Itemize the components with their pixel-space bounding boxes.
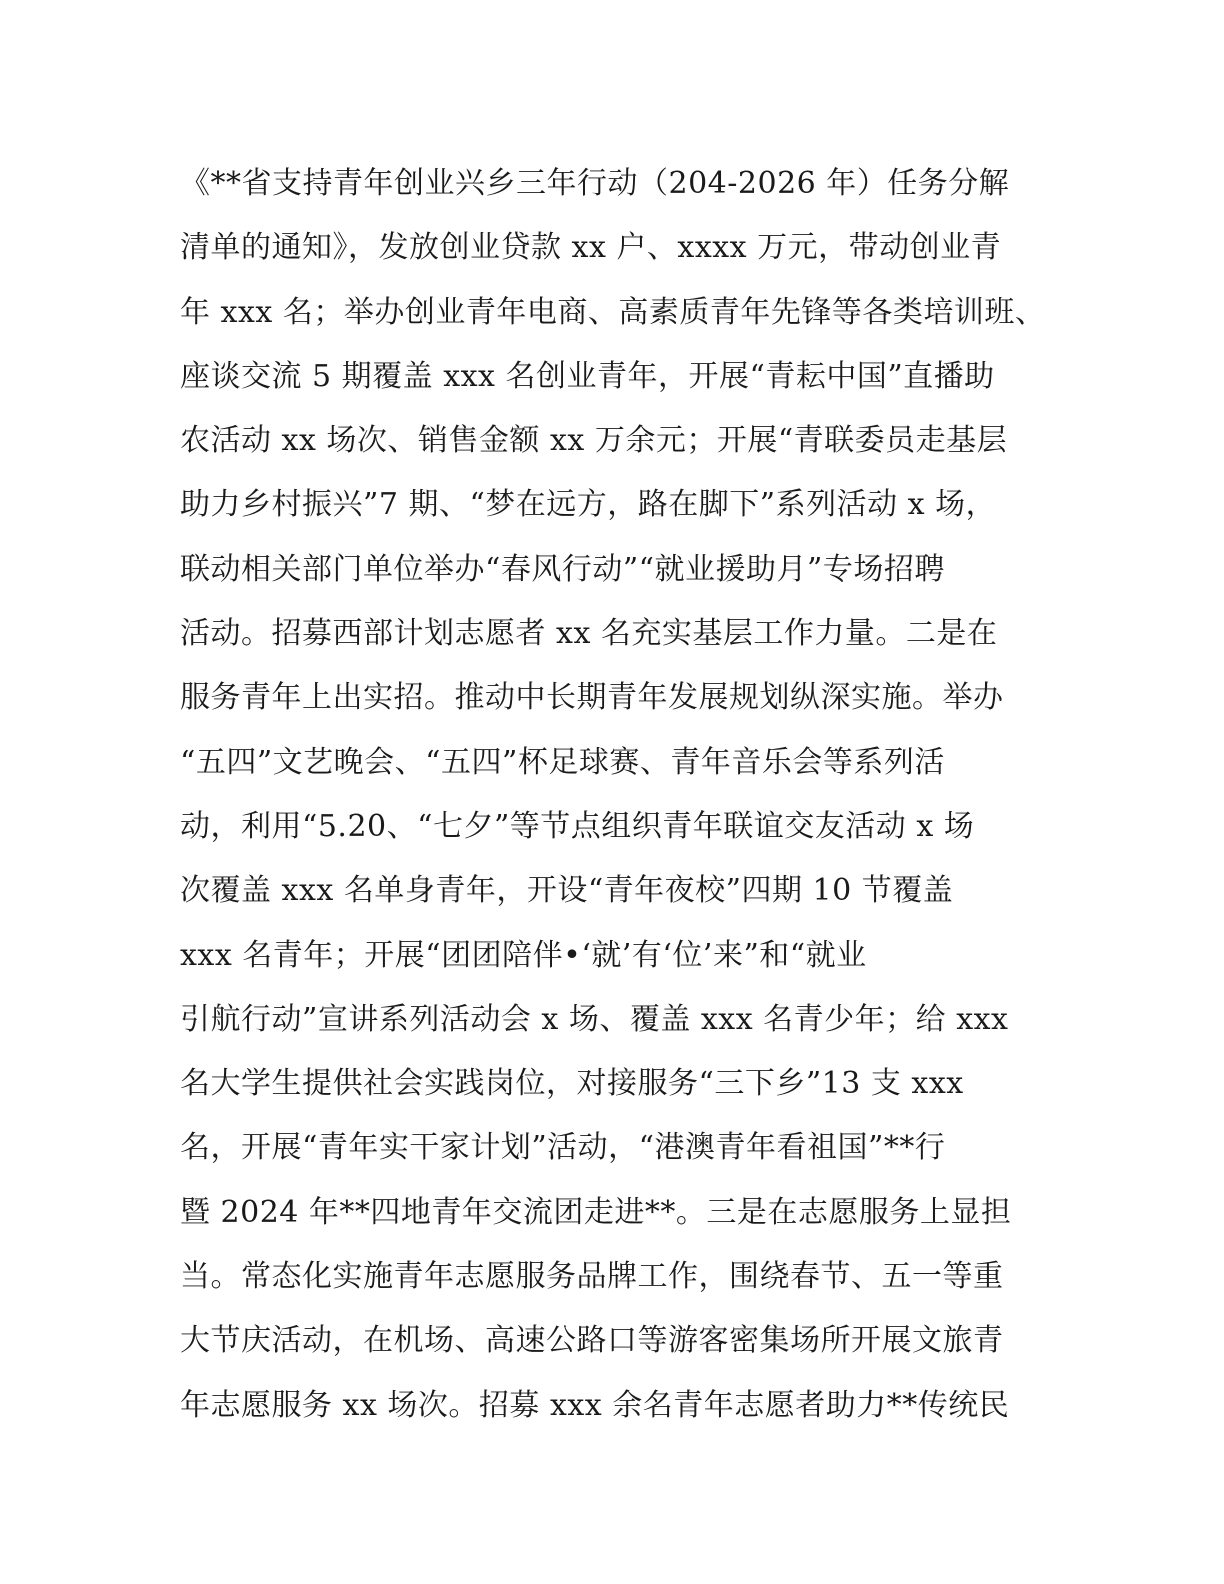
text-line-8: 活动。招募西部计划志愿者 xx 名充实基层工作力量。二是在: [180, 616, 998, 652]
text-line-12: 次覆盖 xxx 名单身青年，开设“青年夜校”四期 10 节覆盖: [180, 873, 954, 909]
text-line-2: 清单的通知》，发放创业贷款 xx 户、xxxx 万元，带动创业青: [180, 230, 1002, 266]
text-line-13: xxx 名青年；开展“团团陪伴•‘就’有‘位’来”和“就业: [180, 937, 867, 973]
text-line-9: 服务青年上出实招。推动中长期青年发展规划纵深实施。举办: [180, 680, 1004, 716]
text-line-10: “五四”文艺晚会、“五四”杯足球赛、青年音乐会等系列活: [180, 744, 945, 780]
text-line-18: 当。常态化实施青年志愿服务品牌工作，围绕春节、五一等重: [180, 1259, 1004, 1295]
text-line-1: 《**省支持青年创业兴乡三年行动（204-2026 年）任务分解: [180, 166, 1010, 201]
text-line-6: 助力乡村振兴”7 期、“梦在远方，路在脚下”系列活动 x 场，: [180, 487, 997, 523]
text-line-16: 名，开展“青年实干家计划”活动，“港澳青年看祖国”**行: [180, 1130, 946, 1166]
text-line-3: 年 xxx 名；举办创业青年电商、高素质青年先锋等各类培训班、: [180, 294, 1046, 330]
text-line-5: 农活动 xx 场次、销售金额 xx 万余元；开展“青联委员走基层: [180, 423, 1008, 459]
text-line-7: 联动相关部门单位举办“春风行动”“就业援助月”专场招聘: [180, 551, 945, 587]
text-line-14: 引航行动”宣讲系列活动会 x 场、覆盖 xxx 名青少年；给 xxx: [180, 1001, 1009, 1037]
text-line-4: 座谈交流 5 期覆盖 xxx 名创业青年，开展“青耘中国”直播助: [180, 358, 995, 394]
body-text: [180, 152, 1080, 1438]
text-line-19: 大节庆活动，在机场、高速公路口等游客密集场所开展文旅青: [180, 1323, 1004, 1359]
text-line-15: 名大学生提供社会实践岗位，对接服务“三下乡”13 支 xxx: [180, 1066, 964, 1102]
text-line-17: 暨 2024 年**四地青年交流团走进**。三是在志愿服务上显担: [180, 1194, 1012, 1230]
text-line-20: 年志愿服务 xx 场次。招募 xxx 余名青年志愿者助力**传统民: [180, 1387, 1010, 1423]
text-line-11: 动，利用“5.20、“七夕”等节点组织青年联谊交友活动 x 场: [180, 808, 975, 844]
